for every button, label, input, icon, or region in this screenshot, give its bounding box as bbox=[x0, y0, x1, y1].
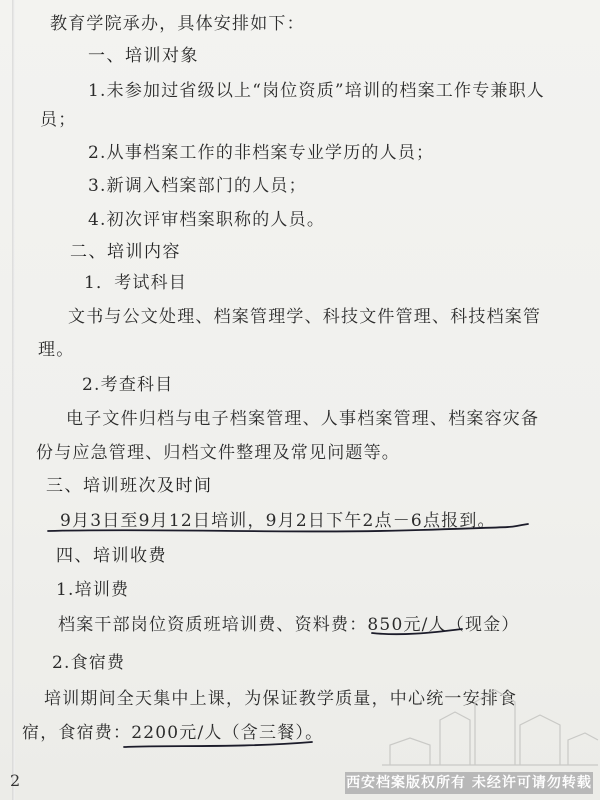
section-heading-targets: 一、培训对象 bbox=[88, 46, 199, 66]
target-item-4: 4.初次评审档案职称的人员。 bbox=[88, 210, 326, 230]
exam-subjects-line-1: 文书与公文处理、档案管理学、科技文件管理、科技档案管 bbox=[68, 307, 542, 327]
board-line-2 bbox=[22, 718, 323, 743]
schedule-text: 9月3日至9月12日培训，9月2日下午2点－6点报到。 bbox=[60, 511, 496, 531]
exam-subjects-label: 1．考试科目 bbox=[84, 273, 188, 293]
tuition-label: 1.培训费 bbox=[56, 580, 130, 600]
tuition-line bbox=[58, 610, 520, 635]
review-subjects-label: 2.考查科目 bbox=[82, 375, 174, 395]
tuition-prefix: 档案干部岗位资质班培训费、资料费： bbox=[58, 615, 368, 635]
review-subjects-line-1: 电子文件归档与电子档案管理、人事档案管理、档案容灾备 bbox=[66, 409, 540, 429]
tuition-suffix: （现金） bbox=[446, 615, 520, 635]
target-item-1-cont: 员； bbox=[40, 110, 77, 130]
tuition-amount: 850元/人 bbox=[367, 615, 447, 635]
board-prefix: 宿，食宿费： bbox=[22, 723, 132, 743]
section-heading-fees: 四、培训收费 bbox=[56, 546, 167, 566]
board-line-1: 培训期间全天集中上课，为保证教学质量，中心统一安排食 bbox=[44, 689, 518, 709]
board-label: 2.食宿费 bbox=[52, 653, 126, 673]
exam-subjects-line-2: 理。 bbox=[38, 340, 75, 360]
target-item-3: 3.新调入档案部门的人员； bbox=[88, 176, 307, 196]
board-amount: 2200元/人（含三餐）。 bbox=[131, 723, 324, 743]
copyright-watermark: 西安档案版权所有 未经许可请勿转载 bbox=[345, 772, 593, 794]
page-number: 2 bbox=[10, 771, 21, 790]
page-fold-shadow bbox=[12, 0, 15, 800]
target-item-2: 2.从事档案工作的非档案专业学历的人员； bbox=[88, 143, 435, 163]
section-heading-content: 二、培训内容 bbox=[70, 242, 181, 262]
intro-line: 教育学院承办，具体安排如下： bbox=[50, 14, 305, 34]
review-subjects-line-2: 份与应急管理、归档文件整理及常见问题等。 bbox=[36, 443, 400, 463]
target-item-1: 1.未参加过省级以上“岗位资质”培训的档案工作专兼职人 bbox=[88, 81, 546, 101]
section-heading-schedule: 三、培训班次及时间 bbox=[46, 476, 213, 496]
